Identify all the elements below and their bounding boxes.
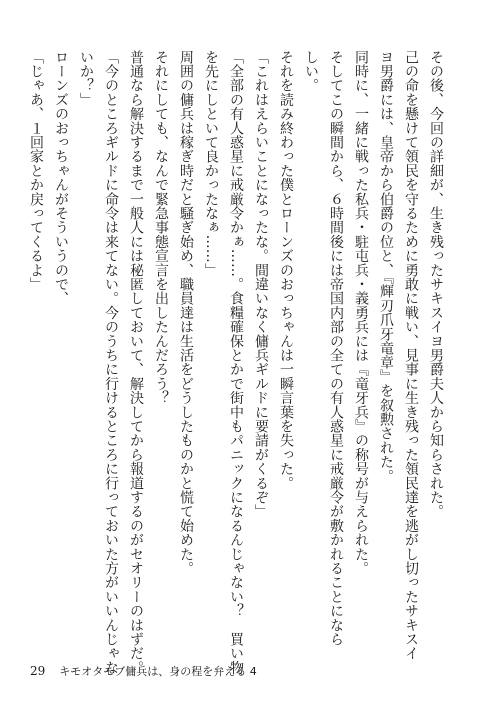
text-line: ヨ男爵には、皇帝から伯爵の位と、『輝刃爪牙竜章』を叙勲された。 [378,50,394,484]
text-line: それを読み終わった僕とローンズのおっちゃんは一瞬言葉を失った。 [278,50,294,491]
text-line: いか？」 [78,50,94,107]
text-line: しい。 [303,50,319,93]
text-line: その後、今回の詳細が、生き残ったサキスイヨ男爵夫人から知らされた。 [428,50,444,519]
text-line: を先にしといて良かったなぁ……」 [203,50,219,278]
text-line: ローンズのおっちゃんがそういうので、 [53,50,69,306]
text-line: 「今のところギルドに命令は来てない。今のうちに行けるところに行っておいた方がいいんじゃな [103,50,119,675]
text-line: 「全部の有人惑星に戒厳令かぁ……。食糧確保とかで街中もパニックになるんじゃない？ 買い物 [228,50,244,675]
text-line: 普通なら解決するまで一般人には秘匿しておいて、解決してから報道するのがセオリーのはずだ。 [128,50,144,675]
text-line: 周囲の傭兵は稼ぎ時だと騒ぎ始め、職員達は生活をどうしたものかと慌て始めた。 [178,50,194,576]
text-line: 己の命を懸けて領民を守るために勇敢に戦い、見事に生き残った領民達を逃がし切ったサキスイ [403,50,419,661]
book-title: キモオタモブ傭兵は、身の程を弁える 4 [59,665,257,678]
text-line: そしてこの瞬間から、６時間後には帝国内部の全ての有人惑星に戒厳令が敷かれることになら [328,50,344,647]
text-line: 「じゃあ、１回家とか戻ってくるよ」 [28,50,44,292]
text-line: 同時に、一緒に戦った私兵・駐屯兵・義勇兵には『竜牙兵』の称号が与えられた。 [353,50,369,576]
text-line: それにしても、なんで緊急事態宣言を出したんだろう？ [153,50,169,405]
page-footer [30,663,257,679]
page-number: 29 [30,664,46,678]
text-line: 「これはえらいことになったな。間違いなく傭兵ギルドに要請がくるぞ」 [253,50,269,519]
